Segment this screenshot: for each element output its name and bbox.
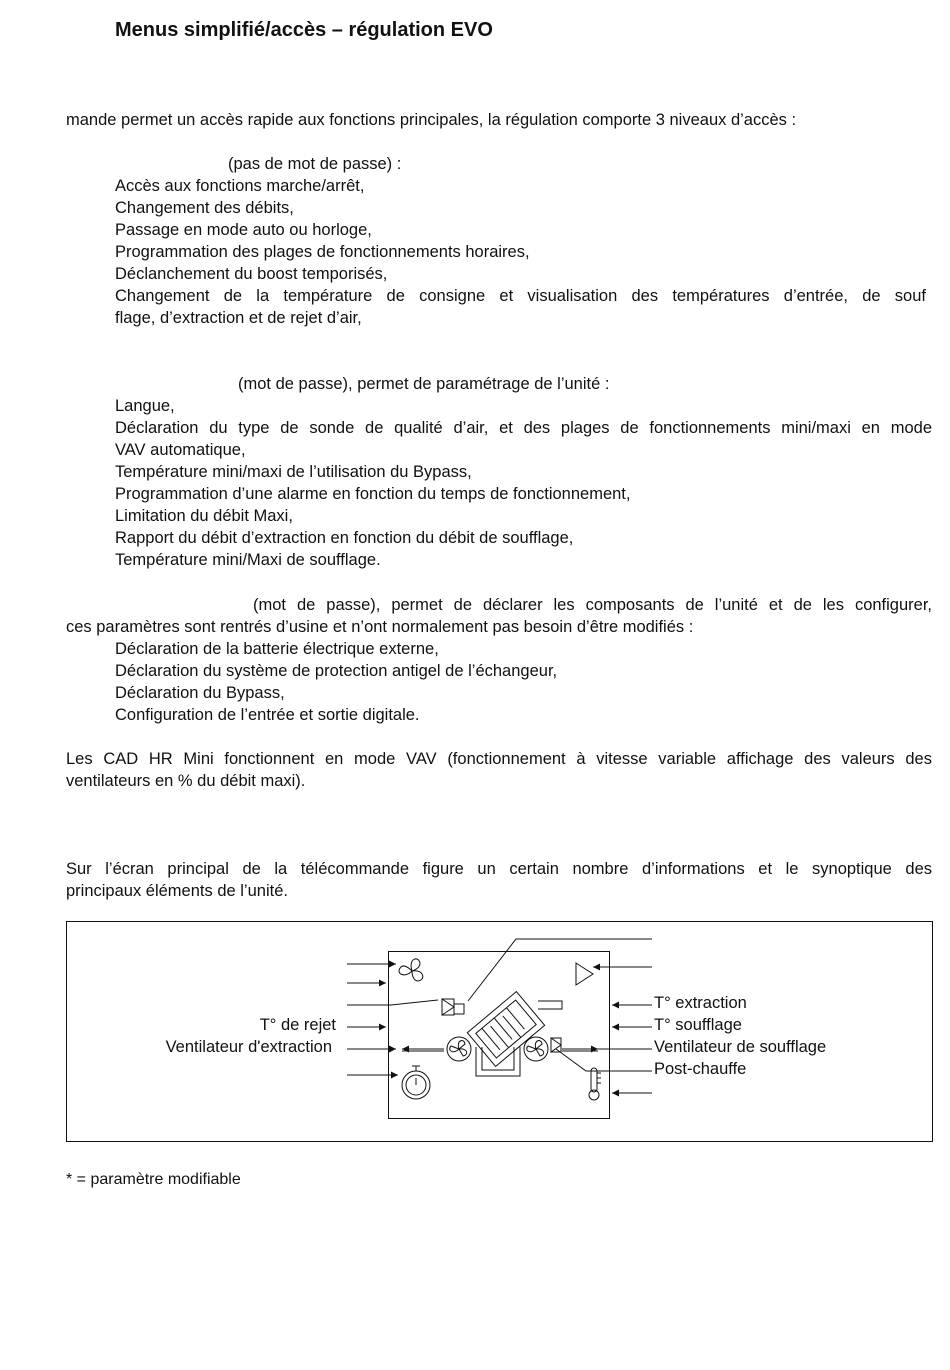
- level3-heading-cont: ces paramètres sont rentrés d’usine et n’ont normalement pas besoin d’être modifiés :: [66, 618, 694, 636]
- bypass-duct: [538, 1001, 562, 1009]
- intro-text: mande permet un accès rapide aux fonctions principales, la régulation comporte 3 niveaux d’accès :: [66, 111, 797, 129]
- label-extraction-fan: Ventilateur d'extraction: [165, 1038, 332, 1056]
- label-t-extraction: T° extraction: [654, 994, 747, 1012]
- vav-paragraph-cont: ventilateurs en % du débit maxi).: [66, 772, 306, 790]
- label-supply-fan: Ventilateur de soufflage: [654, 1038, 827, 1056]
- leader-post-heat: [556, 1049, 652, 1071]
- vav-paragraph: Les CAD HR Mini fonctionnent en mode VAV (fonctionnement à vitesse variable affichage des valeurs des: [66, 750, 932, 768]
- label-rejet: T° de rejet: [259, 1016, 336, 1034]
- level2-item: Langue,: [115, 397, 175, 415]
- label-t-soufflage: T° soufflage: [654, 1016, 742, 1034]
- level2-item-sonde-cont: VAV automatique,: [115, 441, 246, 459]
- supply-damper-icon: [551, 1038, 561, 1052]
- extraction-fan-icon: [447, 1037, 471, 1061]
- level2-heading: (mot de passe), permet de paramétrage de l’unité :: [238, 375, 610, 393]
- level1-item: Programmation des plages de fonctionnements horaires,: [115, 243, 530, 261]
- leader-left-bypass: [347, 1000, 438, 1005]
- screen-paragraph-cont: principaux éléments de l’unité.: [66, 882, 288, 900]
- synoptic-diagram: [66, 921, 934, 1143]
- level3-item: Déclaration du système de protection antigel de l’échangeur,: [115, 662, 558, 680]
- label-post-heat: Post-chauffe: [654, 1060, 747, 1078]
- level1-item: Déclanchement du boost temporisés,: [115, 265, 388, 283]
- level3-item: Déclaration du Bypass,: [115, 684, 285, 702]
- level1-item: Changement des débits,: [115, 199, 294, 217]
- screen-paragraph: Sur l’écran principal de la télécommande figure un certain nombre d’informations et le synoptique des: [66, 860, 932, 878]
- page-title: Menus simplifié/accès – régulation EVO: [115, 19, 493, 41]
- level2-item: Limitation du débit Maxi,: [115, 507, 293, 525]
- timer-icon: [402, 1066, 430, 1099]
- level2-item: Température mini/maxi de l’utilisation du Bypass,: [115, 463, 472, 481]
- leader-top-right: [468, 939, 652, 1001]
- level1-heading: (pas de mot de passe) :: [228, 155, 402, 173]
- level3-heading: (mot de passe), permet de déclarer les composants de l’unité et de les configurer,: [253, 596, 932, 614]
- diagram-frame: [67, 922, 933, 1142]
- footnote: * = paramètre modifiable: [66, 1171, 241, 1188]
- level3-item: Déclaration de la batterie électrique externe,: [115, 640, 439, 658]
- level1-item: Passage en mode auto ou horloge,: [115, 221, 372, 239]
- fan-icon: [399, 959, 423, 981]
- level1-item-temperature: Changement de la température de consigne et visualisation des températures d’entrée, de souf: [115, 287, 926, 305]
- heat-exchanger-icon: [467, 992, 544, 1067]
- thermometer-icon: [589, 1068, 601, 1100]
- play-icon: [576, 963, 593, 985]
- level3-item: Configuration de l’entrée et sortie digitale.: [115, 706, 420, 724]
- level2-item: Rapport du débit d’extraction en fonction du débit de soufflage,: [115, 529, 574, 547]
- level1-item: Accès aux fonctions marche/arrêt,: [115, 177, 365, 195]
- damper-icon: [442, 999, 464, 1015]
- level2-item: Programmation d’une alarme en fonction du temps de fonctionnement,: [115, 485, 631, 503]
- level2-item: Température mini/Maxi de soufflage.: [115, 551, 381, 569]
- supply-fan-icon: [524, 1037, 548, 1061]
- level1-item-temperature-cont: flage, d’extraction et de rejet d’air,: [115, 309, 362, 327]
- level2-item-sonde: Déclaration du type de sonde de qualité d’air, et des plages de fonctionnements mini/maxi en mode: [115, 419, 932, 437]
